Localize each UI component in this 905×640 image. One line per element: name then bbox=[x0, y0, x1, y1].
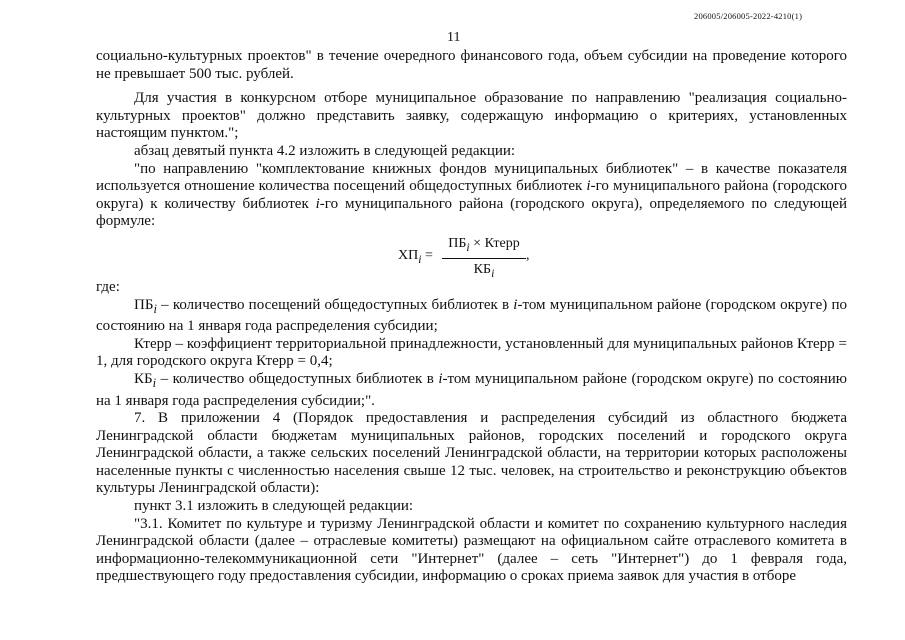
paragraph-4-part-a: "по направлению "комплектование книжных фондов муниципальных библиотек" – в качестве показателя используется отношение количества посещений общедоступных библиотек bbox=[96, 160, 847, 195]
formula-fraction bbox=[442, 235, 526, 283]
formula-denominator: $КБ_i$ bbox=[473, 262, 495, 281]
paragraph-8: пункт 3.1 изложить в следующей редакции: bbox=[134, 498, 414, 515]
where-label: где: bbox=[96, 278, 120, 295]
index-i: i bbox=[315, 195, 320, 212]
formula-lhs: $ХП_i$ = bbox=[398, 247, 433, 266]
paragraph-7: 7. В приложении 4 (Порядок предоставления и распределения субсидий из областного бюджета Ленинградской области бюджетам муниципальных районов, городских поселений и городского округа Ленинградской области, а также сельских поселений Ленинградской области, на территории которых расположены населенные пункты с численностью населения свыше 12 тыс. человек, на строительство и реконструкцию объектов культуры Ленинградской области): bbox=[96, 410, 847, 497]
formula-comma: , bbox=[526, 247, 530, 263]
definition-pb: $ПБ_i$ – количество посещений общедоступных библиотек в i-том муниципальном районе (городском округе) по состоянию на 1 января года распределения субсидии; bbox=[96, 296, 847, 335]
page-number: 11 bbox=[447, 30, 461, 45]
paragraph-3: абзац девятый пункта 4.2 изложить в следующей редакции: bbox=[134, 142, 516, 159]
formula-numerator: $ПБ_i$ × Ктерр bbox=[442, 235, 526, 259]
paragraph-2: Для участия в конкурсном отборе муниципальное образование по направлению "реализация социально-культурных проектов" должно представить заявку, содержащую информацию о критериях, установленных настоящим пунктом."; bbox=[96, 90, 847, 142]
paragraph-4 bbox=[96, 161, 847, 231]
formula bbox=[96, 233, 847, 281]
paragraph-4-part-b: -го муниципального района (городского округа) к количеству библиотек bbox=[96, 178, 847, 212]
index-i: i bbox=[586, 178, 591, 195]
definition-kb: $КБ_i$ – количество общедоступных библиотек в i-том муниципальном районе (городском округе) по состоянию на 1 января года распределения субсидии;". bbox=[96, 370, 847, 409]
definition-kterr: Ктерр – коэффициент территориальной принадлежности, установленный для муниципальных районов Ктерр = 1, для городского округа Ктерр = 0,4; bbox=[96, 335, 847, 370]
paragraph-1: социально-культурных проектов" в течение очередного финансового года, объем субсидии на проведение которого не превышает 500 тыс. рублей. bbox=[96, 48, 847, 82]
paragraph-9: "3.1. Комитет по культуре и туризму Ленинградской области и комитет по сохранению культурного наследия Ленинградской области (далее – отраслевые комитеты) размещают на официальном сайте отраслевого комитета в информационно-телекоммуникационной сети "Интернет" (далее – сеть "Интернет") до 1 февраля года, предшествующего году предоставления субсидии, информацию о сроках приема заявок для участия в отборе bbox=[96, 515, 847, 585]
document-id: 206005/206005-2022-4210(1) bbox=[694, 11, 803, 21]
document-body bbox=[96, 48, 847, 586]
paragraph-4-part-c: -го муниципального района (городского округа), определяемого по следующей формуле: bbox=[96, 195, 847, 230]
